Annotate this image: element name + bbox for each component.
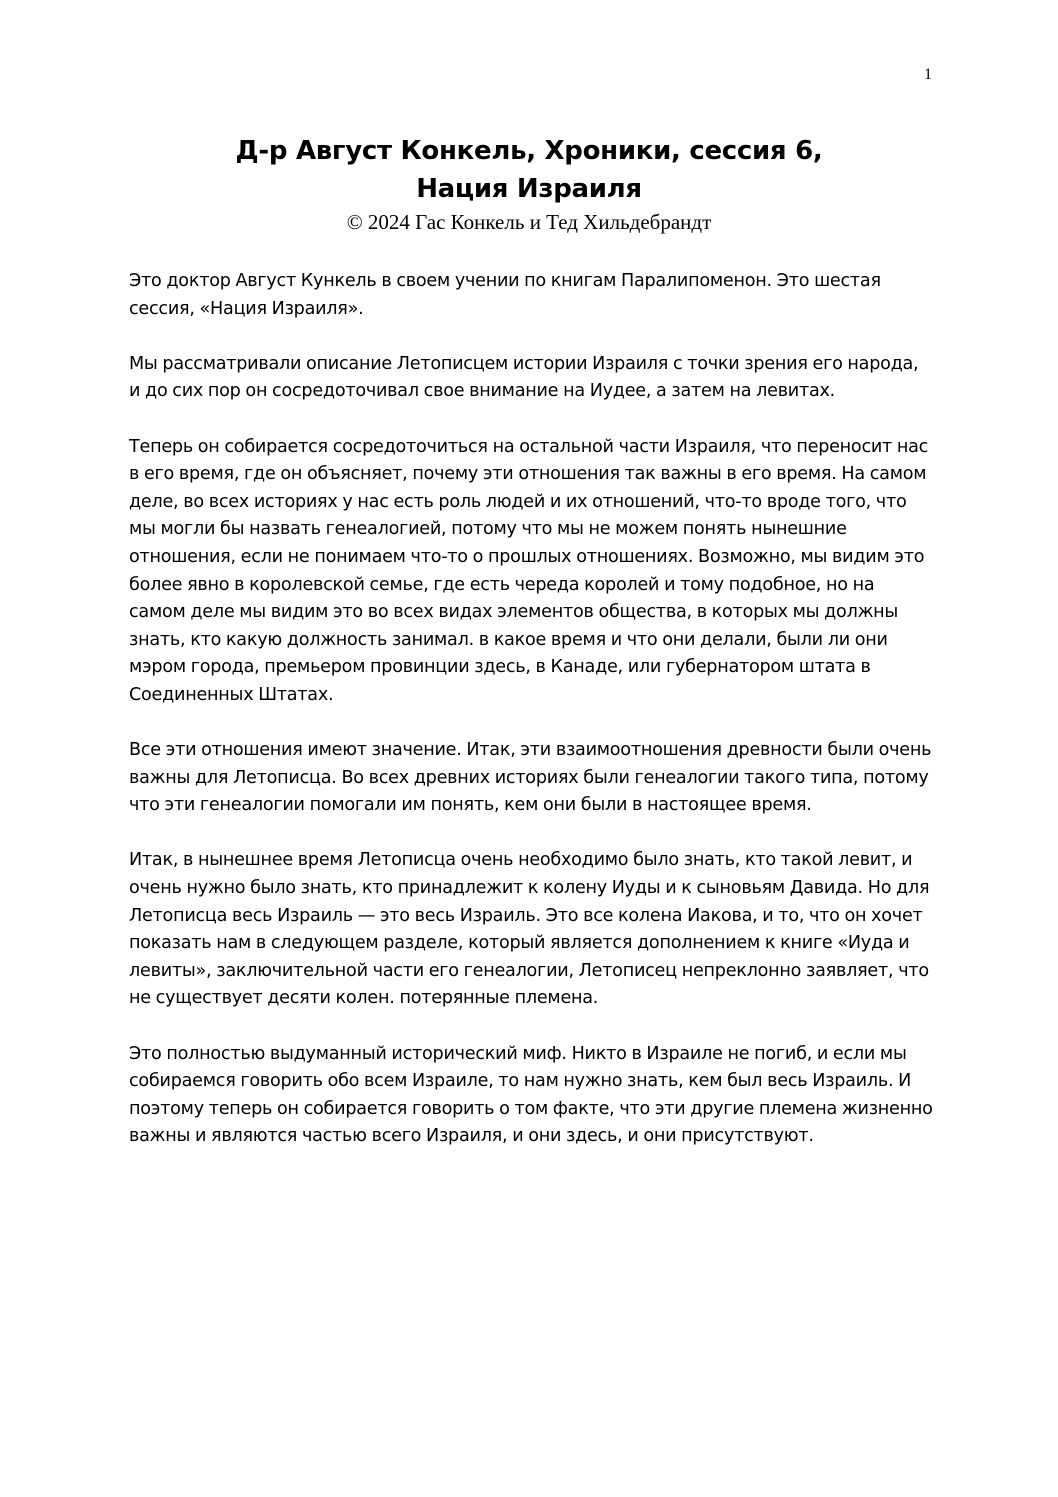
copyright-notice: © 2024 Гас Конкель и Тед Хильдебрандт [346, 210, 712, 234]
page-title-line-1: Д-р Август Конкель, Хроники, сессия 6, [235, 136, 823, 166]
document-body [129, 268, 934, 1179]
paragraph-1: Это доктор Август Кункель в своем учении по книгам Паралипоменон. Это шестая сессия, «Нация Израиля». [129, 271, 881, 319]
paragraph-4: Все эти отношения имеют значение. Итак, эти взаимоотношения древности были очень важны для Летописца. Во всех древних историях были генеалогии такого типа, потому что эти генеалогии помогали им понять, кем они были в настоящее время. [129, 740, 932, 816]
paragraph-6: Это полностью выдуманный исторический миф. Никто в Израиле не погиб, и если мы собираемся говорить обо всем Израиле, то нам нужно знать, кем был весь Израиль. И поэтому теперь он собирается говорить о том факте, что эти другие племена жизненно важны и являются частью всего Израиля, и они здесь, и они присутствуют. [129, 1043, 933, 1147]
page-number: 1 [924, 66, 932, 83]
paragraph-5: Итак, в нынешнее время Летописца очень необходимо было знать, кто такой левит, и очень нужно было знать, кто принадлежит к колену Иуды и к сыновьям Давида. Но для Летописца весь Израиль — это весь Израиль. Это все колена Иакова, и то, что он хочет показать нам в следующем разделе, который является дополнением к книге «Иуда и левиты», заключительной части его генеалогии, Летописец непреклонно заявляет, что не существует десяти колен. потерянные племена. [129, 850, 930, 1009]
paragraph-2: Мы рассматривали описание Летописцем истории Израиля с точки зрения его народа, и до сих пор он сосредоточивал свое внимание на Иудее, а затем на левитах. [129, 353, 919, 402]
title-block [0, 132, 1058, 235]
page-title-line-2: Нация Израиля [416, 174, 642, 204]
paragraph-3: Теперь он собирается сосредоточиться на остальной части Израиля, что переносит нас в его время, где он объясняет, почему эти отношения так важны в его время. На самом деле, во всех историях у нас есть роль людей и их отношений, что-то вроде того, что мы могли бы назвать генеалогией, потому что мы не можем понять нынешние отношения, если не понимаем что-то о прошлых отношениях. Возможно, мы видим это более явно в королевской семье, где есть череда королей и тому подобное, но на самом деле мы видим это во всех видах элементов общества, в которых мы должны знать, кто какую должность занимал. в какое время и что они делали, были ли они мэром города, премьером провинции здесь, в Канаде, или губернатором штата в Соединенных Штатах. [129, 436, 929, 705]
